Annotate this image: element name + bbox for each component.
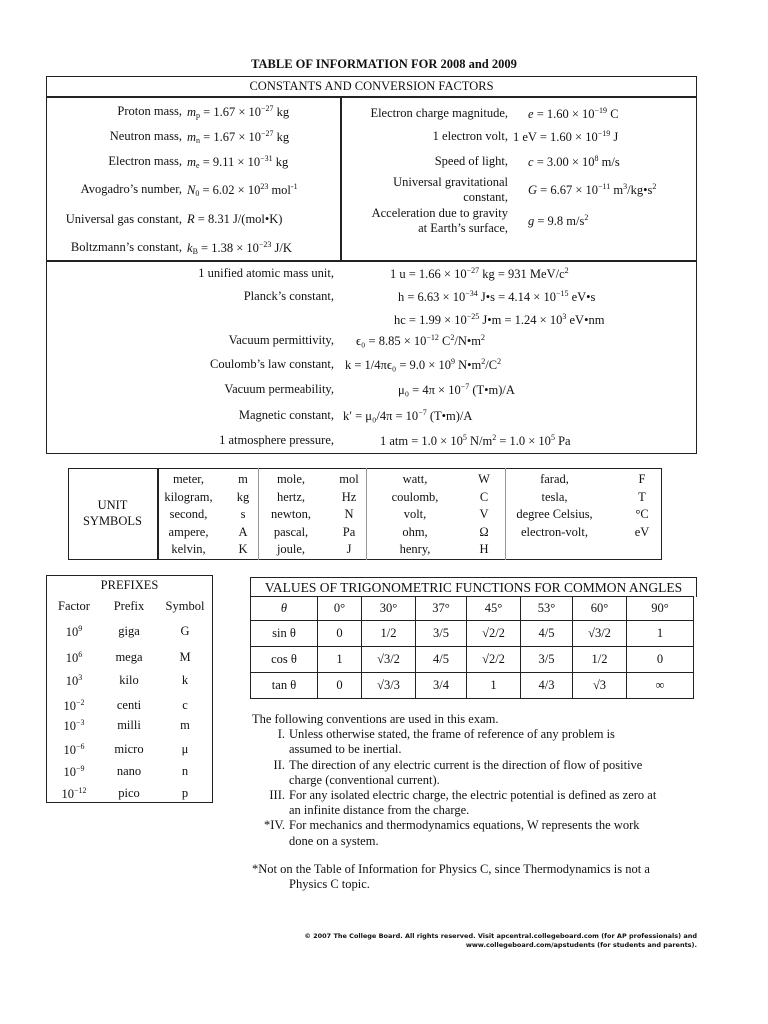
constant-value: $m_n = 1.67 \times 10^{-27}$ kg <box>187 129 290 145</box>
prefix-symbol: p <box>181 786 189 800</box>
trig-value: ∞ <box>627 673 694 699</box>
unit-name: ohm, <box>402 524 428 539</box>
convention-line: For any isolated electric charge, the electric potential is defined as zero at <box>289 788 657 803</box>
exponent: 2 <box>481 333 485 342</box>
subscript: e <box>196 161 200 170</box>
trig-value: 1 <box>467 673 521 699</box>
trig-table <box>250 596 694 699</box>
trig-value: √3/2 <box>573 621 627 647</box>
constant-value: $N_0 = 6.02 \times 10^{23}$ mol$^{-1}$ <box>187 182 298 198</box>
prefix-factor: $10^3$ <box>65 673 83 688</box>
exponent: 6 <box>78 650 83 659</box>
constant-value: 1 atm = $1.0 \times 10^5$ $N/m^2 = 1.0 \times 10^5$ Pa <box>380 433 571 448</box>
exponent: −19 <box>597 129 611 138</box>
exponent: 2 <box>492 433 497 442</box>
label-line: 1 electron volt, <box>432 129 508 143</box>
prefixes-title: PREFIXES <box>100 578 159 592</box>
constant-label: Coulomb’s law constant, <box>210 357 334 371</box>
prefix-symbol: M <box>179 650 191 664</box>
prefix-symbol: μ <box>181 742 189 756</box>
convention-text <box>289 788 656 818</box>
exponent: −23 <box>258 240 272 249</box>
constant-value: 1 $u = 1.66 \times 10^{-27}$ kg = 931 MeV/$c^2$ <box>390 266 569 281</box>
label-line: at Earth’s surface, <box>418 220 508 235</box>
constant-label: Neutron mass, <box>109 129 182 143</box>
convention-item <box>252 788 702 818</box>
prefix-symbol: m <box>180 718 190 732</box>
convention-line: Unless otherwise stated, the frame of reference of any problem is <box>289 727 615 742</box>
trig-value: 3/5 <box>521 647 573 673</box>
trig-value: 1/2 <box>573 647 627 673</box>
exponent: 3 <box>78 673 83 682</box>
exponent: −7 <box>418 408 427 417</box>
label-line: Acceleration due to gravity <box>371 206 508 220</box>
copyright-footer: © 2007 The College Board. All rights reserved. Visit apcentral.collegeboard.com (for AP professionals) and www.collegeboard.com/apstudents (for students and parents). <box>304 932 697 949</box>
exponent: −9 <box>75 764 85 773</box>
constant-symbol: k <box>187 241 193 255</box>
trig-row <box>251 647 694 673</box>
unit-symbols-label: UNIT SYMBOLS <box>82 498 143 528</box>
unit-name: henry, <box>399 542 431 556</box>
convention-number: I. <box>277 727 285 742</box>
exponent: 2 <box>481 357 486 366</box>
prefix-symbol: k <box>181 673 189 687</box>
constant-symbol: m <box>187 105 197 119</box>
exponent: 5 <box>462 433 467 442</box>
constant-value: $\mu_0 = 4\pi \times 10^{-7}$ (T•m)/A <box>398 382 515 397</box>
convention-item <box>252 818 702 848</box>
trig-header-row <box>251 597 694 621</box>
constant-value: $h = 6.63 \times 10^{-34}$ J•s = $4.14 \times 10^{-15}$ eV•s <box>398 289 596 304</box>
prefix-name: mega <box>115 650 143 664</box>
unit-name: ampere, <box>168 524 209 539</box>
convention-item <box>252 727 702 757</box>
prefix-name: giga <box>118 624 140 638</box>
conventions-intro: The following conventions are used in this exam. <box>252 712 499 726</box>
trig-angle: 0° <box>318 597 362 621</box>
divider <box>46 96 697 98</box>
unit-symbol: m <box>238 472 248 486</box>
convention-line: charge (conventional current). <box>289 772 440 787</box>
convention-line: The direction of any electric current is the direction of flow of positive <box>289 757 643 772</box>
constant-label: Vacuum permeability, <box>224 382 334 396</box>
constant-label: Universal gas constant, <box>65 212 182 226</box>
unit-symbol: C <box>479 489 489 504</box>
exponent: −6 <box>75 742 85 751</box>
exponent: 2 <box>652 182 657 191</box>
constant-value: $e = 1.60 \times 10^{-19}$ C <box>528 106 619 121</box>
constant-symbol: N <box>187 183 196 197</box>
trig-angle: 45° <box>467 597 521 621</box>
exponent: 2 <box>497 357 502 366</box>
label-line: Speed of light, <box>434 154 508 168</box>
trig-function: sin θ <box>251 621 318 647</box>
exponent: 2 <box>450 333 455 342</box>
constant-value: $c = 3.00 \times 10^8$ m/s <box>528 154 620 169</box>
prefix-name: centi <box>116 698 142 712</box>
constant-label <box>342 206 508 235</box>
exponent: −2 <box>75 698 85 707</box>
constant-label: 1 atmosphere pressure, <box>219 433 334 447</box>
unit-symbol: Hz <box>341 489 357 504</box>
unit-symbol: T <box>638 489 646 504</box>
convention-number: *IV. <box>264 818 285 833</box>
trig-value: 4/5 <box>521 621 573 647</box>
trig-value: 3/5 <box>416 621 467 647</box>
trig-value: 0 <box>318 673 362 699</box>
label-line: constant, <box>463 189 508 204</box>
exponent: -1 <box>290 182 298 191</box>
exponent: −31 <box>260 154 273 163</box>
trig-row <box>251 673 694 699</box>
prefix-header: Factor <box>58 599 90 613</box>
prefix-name: kilo <box>119 673 139 687</box>
constant-value: $m_e = 9.11 \times 10^{-31}$ kg <box>187 154 289 170</box>
trig-value: √2/2 <box>467 647 521 673</box>
trig-value: 4/5 <box>416 647 467 673</box>
constant-value: $k = 1/4\pi\epsilon_0 = 9.0 \times 10^9$ $N•m^2/C^2$ <box>345 357 502 372</box>
unit-symbol: s <box>240 507 246 521</box>
convention-line: an infinite distance from the charge. <box>289 803 470 818</box>
constant-value: $G = 6.67 \times 10^{-11}$ $m^3/kg•s^2$ <box>528 182 657 197</box>
trig-angle: 90° <box>627 597 694 621</box>
unit-name: joule, <box>276 542 306 556</box>
prefix-name: micro <box>114 742 144 756</box>
divider <box>258 468 259 560</box>
trig-value: 3/4 <box>416 673 467 699</box>
constant-label: Magnetic constant, <box>238 408 334 422</box>
trig-table-wrap <box>250 596 694 699</box>
subscript: p <box>196 111 201 120</box>
unit-name: degree Celsius, <box>516 507 593 521</box>
prefix-symbol: c <box>182 698 188 712</box>
unit-name: watt, <box>402 472 428 486</box>
prefix-symbol: n <box>181 764 189 778</box>
prefix-factor: $10^{-3}$ <box>63 718 85 733</box>
unit-symbol: Ω <box>479 524 489 539</box>
divider <box>366 468 367 560</box>
unit-symbol: mol <box>339 472 359 486</box>
trig-angle: 30° <box>362 597 416 621</box>
exponent: −27 <box>261 129 274 138</box>
convention-text <box>289 758 642 788</box>
constant-value: 1 eV = $1.60 \times 10^{-19}$ J <box>513 129 619 144</box>
constant-label: Planck’s constant, <box>243 289 334 303</box>
label-line: Universal gravitational <box>393 175 508 189</box>
constant-symbol: c <box>528 155 534 169</box>
unit-name: farad, <box>540 472 569 486</box>
convention-number: III. <box>269 788 285 803</box>
trig-angle: 53° <box>521 597 573 621</box>
constant-value: g = 9.8 $m/s^2$ <box>528 213 589 228</box>
unit-name: hertz, <box>276 489 306 504</box>
label-line: Electron charge magnitude, <box>370 106 508 120</box>
constant-symbol: m <box>187 130 197 144</box>
unit-name: tesla, <box>541 489 568 504</box>
unit-symbol: W <box>478 472 490 486</box>
exponent: 23 <box>260 182 269 191</box>
prefix-factor: $10^{-6}$ <box>63 742 85 757</box>
exponent: 9 <box>450 357 455 366</box>
convention-item <box>252 758 702 788</box>
trig-angle: θ <box>251 597 318 621</box>
exponent: −34 <box>465 289 478 298</box>
prefix-factor: $10^6$ <box>65 650 83 665</box>
unit-symbol: N <box>344 507 354 521</box>
constant-value: $\epsilon_0 = 8.85 \times 10^{-12}$ $C^2/N•m^2$ <box>356 333 485 348</box>
spacer <box>252 849 702 862</box>
constants-header: CONSTANTS AND CONVERSION FACTORS <box>249 79 494 93</box>
unit-symbol: Pa <box>342 524 356 539</box>
trig-row <box>251 621 694 647</box>
trig-value: √2/2 <box>467 621 521 647</box>
prefix-factor: $10^{-12}$ <box>61 786 87 801</box>
constant-label: Boltzmann’s constant, <box>70 240 182 254</box>
prefix-header: Prefix <box>113 599 145 613</box>
unit-name: kilogram, <box>164 489 213 504</box>
prefix-factor: $10^{-2}$ <box>63 698 85 713</box>
convention-line: done on a system. <box>289 833 379 848</box>
trig-value: 1/2 <box>362 621 416 647</box>
convention-line: For mechanics and thermodynamics equations, W represents the work <box>289 818 640 833</box>
prefix-factor: $10^9$ <box>65 624 83 639</box>
exponent: 9 <box>78 624 83 633</box>
trig-angle: 60° <box>573 597 627 621</box>
exponent: 3 <box>562 312 567 321</box>
prefix-name: milli <box>117 718 141 732</box>
unit-name: electron-volt, <box>521 524 588 539</box>
constant-symbol: g <box>528 214 535 228</box>
convention-text <box>289 818 640 848</box>
constant-value: $k' = \mu_0/4\pi = 10^{-7}$ (T•m)/A <box>343 408 473 423</box>
constant-value: $k_B = 1.38 \times 10^{-23}$ J/K <box>187 240 292 256</box>
unit-name: coulomb, <box>391 489 439 504</box>
constant-value: R = 8.31 J/(mol•K) <box>187 212 283 226</box>
convention-text <box>289 727 615 757</box>
exponent: −15 <box>555 289 569 298</box>
unit-symbol: J <box>346 542 352 556</box>
exponent: 2 <box>584 213 589 222</box>
divider <box>46 260 697 262</box>
trig-title: VALUES OF TRIGONOMETRIC FUNCTIONS FOR COMMON ANGLES <box>264 580 683 595</box>
unit-name: volt, <box>403 507 427 521</box>
constant-label: Vacuum permittivity, <box>228 333 334 347</box>
exponent: 3 <box>623 182 628 191</box>
trig-value: 0 <box>318 621 362 647</box>
conventions <box>252 712 702 892</box>
unit-symbol: °C <box>635 507 649 521</box>
prefix-name: nano <box>116 764 142 778</box>
note-line: *Not on the Table of Information for Physics C, since Thermodynamics is not a <box>252 861 650 876</box>
constant-value: hc = $1.99 \times 10^{-25}$ J•m = $1.24 \times 10^3$ eV•nm <box>394 312 605 327</box>
constant-symbol: G <box>528 183 538 197</box>
unit-symbol: V <box>479 507 489 521</box>
constant-label: 1 unified atomic mass unit, <box>198 266 334 280</box>
note-line: Physics C topic. <box>289 877 370 892</box>
constant-label <box>342 175 508 204</box>
exponent: −12 <box>426 333 439 342</box>
exponent: −25 <box>466 312 480 321</box>
exponent: −27 <box>261 104 274 113</box>
exponent: −7 <box>460 382 470 391</box>
exponent: −11 <box>598 182 611 191</box>
trig-value: 0 <box>627 647 694 673</box>
exponent: −19 <box>594 106 608 115</box>
exponent: 5 <box>550 433 555 442</box>
exponent: −12 <box>73 786 87 795</box>
constant-symbol: R <box>187 212 195 226</box>
unit-name: kelvin, <box>171 542 206 556</box>
unit-name: meter, <box>172 472 205 486</box>
exponent: −27 <box>466 266 480 275</box>
unit-symbol: K <box>238 542 248 556</box>
subscript: B <box>192 247 198 256</box>
constant-label <box>342 154 508 169</box>
unit-symbol: A <box>238 524 248 539</box>
divider <box>505 468 506 560</box>
unit-symbol: kg <box>236 489 250 504</box>
unit-symbol: eV <box>634 524 650 539</box>
unit-name: mole, <box>276 472 306 486</box>
trig-value: 4/3 <box>521 673 573 699</box>
unit-symbol: H <box>479 542 489 556</box>
constant-label <box>342 106 508 121</box>
convention-line: assumed to be inertial. <box>289 742 402 757</box>
constant-symbol: e <box>528 107 534 121</box>
trig-value: 1 <box>318 647 362 673</box>
trig-function: cos θ <box>251 647 318 673</box>
constant-label: Electron mass, <box>108 154 182 168</box>
unit-name: second, <box>169 507 208 521</box>
constant-label: Avogadro’s number, <box>80 182 182 196</box>
constant-symbol: m <box>187 155 197 169</box>
subscript: n <box>196 136 201 145</box>
convention-number: II. <box>273 757 285 772</box>
exponent: −3 <box>75 718 85 727</box>
prefix-name: pico <box>118 786 140 800</box>
constant-label <box>342 129 508 144</box>
constant-symbol: 1 eV <box>513 130 537 144</box>
subscript: 0 <box>195 189 200 198</box>
trig-function: tan θ <box>251 673 318 699</box>
trig-angle: 37° <box>416 597 467 621</box>
trig-value: √3/3 <box>362 673 416 699</box>
unit-symbol: F <box>638 472 646 486</box>
conventions-note <box>252 862 702 892</box>
exponent: 8 <box>594 154 599 163</box>
prefix-header: Symbol <box>165 599 205 613</box>
unit-name: pascal, <box>273 524 309 539</box>
prefix-factor: $10^{-9}$ <box>63 764 85 779</box>
trig-value: √3 <box>573 673 627 699</box>
unit-name: newton, <box>271 507 311 521</box>
page-title: TABLE OF INFORMATION FOR 2008 and 2009 <box>251 57 517 71</box>
constant-label: Proton mass, <box>117 104 182 118</box>
trig-value: √3/2 <box>362 647 416 673</box>
constant-value: $m_p = 1.67 \times 10^{-27}$ kg <box>187 104 290 120</box>
exponent: 2 <box>564 266 569 275</box>
prefix-symbol: G <box>180 624 190 638</box>
trig-value: 1 <box>627 621 694 647</box>
